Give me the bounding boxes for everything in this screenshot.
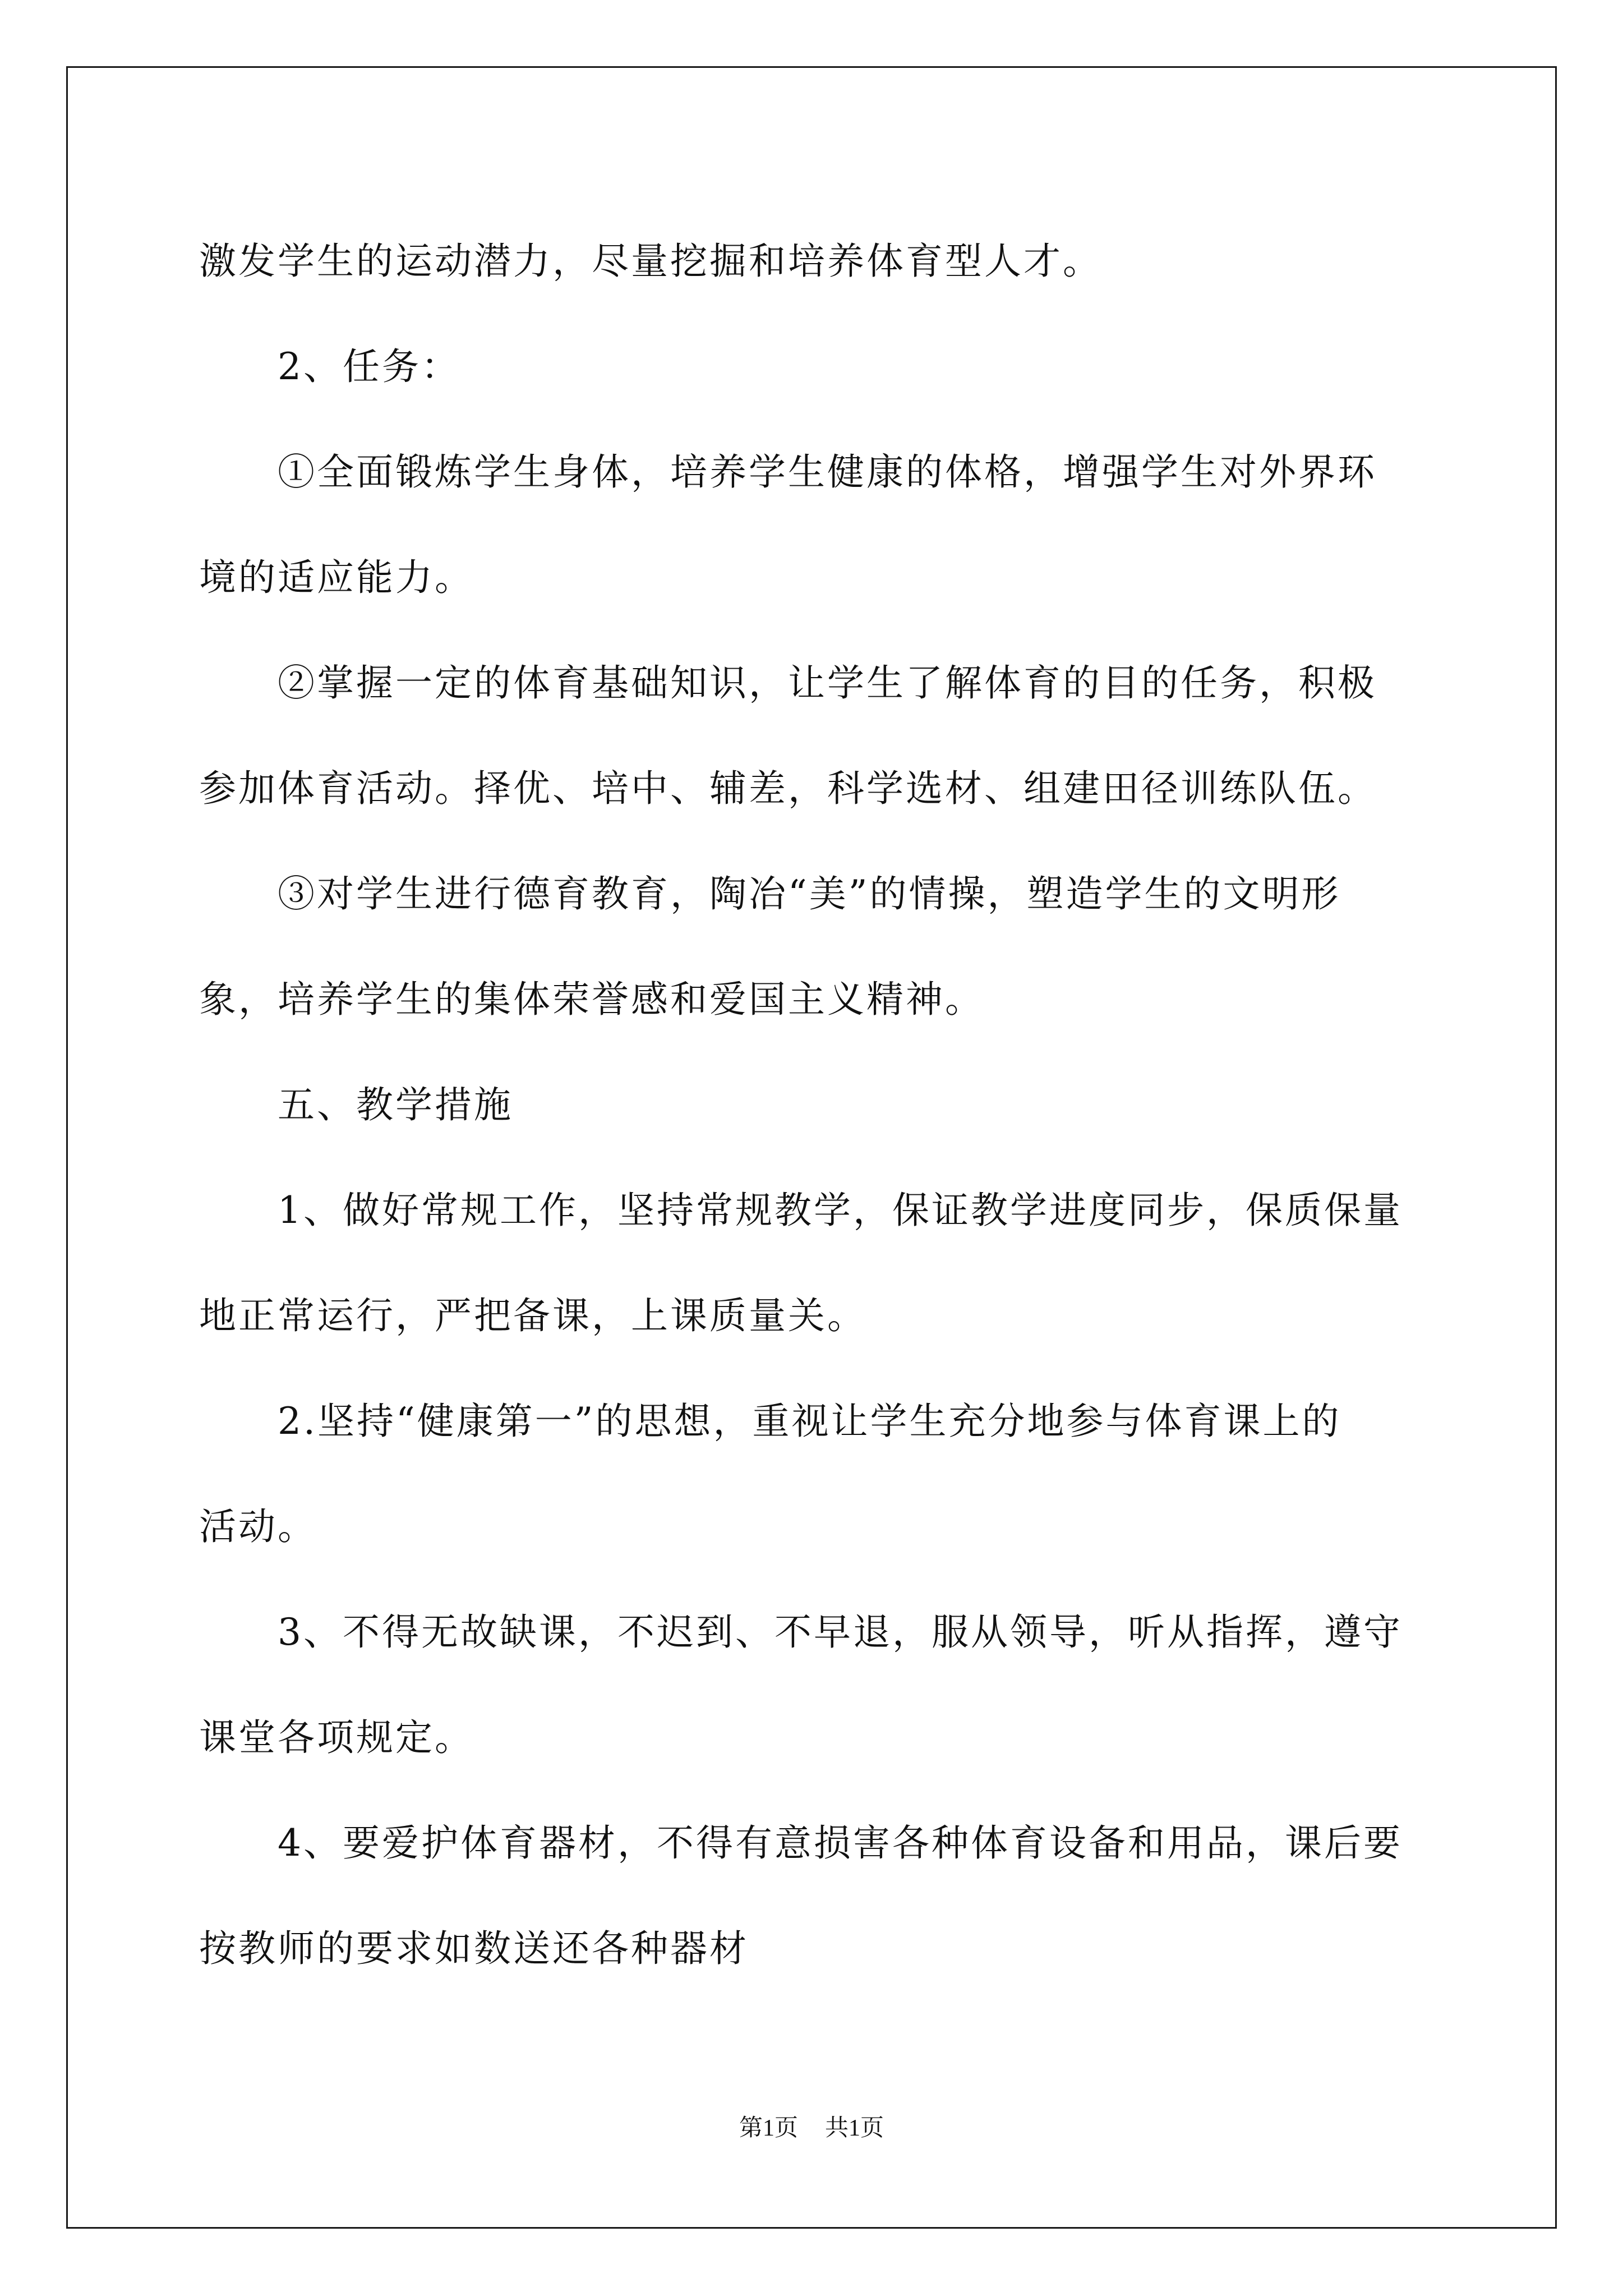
paragraph-line: 按教师的要求如数送还各种器材 <box>199 1927 749 1970</box>
page-footer <box>0 2109 1623 2143</box>
paragraph-line: 活动。 <box>199 1505 317 1548</box>
paragraph-line: 4、要爱护体育器材，不得有意损害各种体育设备和用品，课后要 <box>278 1821 1403 1865</box>
paragraph-line: 1、做好常规工作，坚持常规教学，保证教学进度同步，保质保量 <box>278 1189 1403 1232</box>
paragraph-line: 地正常运行，严把备课，上课质量关。 <box>199 1294 866 1337</box>
page-number-total: 共1页 <box>825 2115 884 2141</box>
paragraph-line: ②掌握一定的体育基础知识，让学生了解体育的目的任务，积极 <box>278 661 1377 705</box>
paragraph-line: 象，培养学生的集体荣誉感和爱国主义精神。 <box>199 978 984 1021</box>
paragraph-line: 境的适应能力。 <box>199 556 474 599</box>
section-heading-tasks: 2、任务： <box>278 345 460 388</box>
paragraph-line: ③对学生进行德育教育，陶冶“美”的情操，塑造学生的文明形 <box>278 872 1341 915</box>
paragraph-line: 参加体育活动。择优、培中、辅差，科学选材、组建田径训练队伍。 <box>199 767 1377 810</box>
page-number-current: 第1页 <box>739 2115 798 2141</box>
paragraph-line: 激发学生的运动潜力，尽量挖掘和培养体育型人才。 <box>199 240 1102 283</box>
document-body <box>199 209 1433 2001</box>
paragraph-line: 2.坚持“健康第一”的思想，重视让学生充分地参与体育课上的 <box>278 1400 1341 1443</box>
section-heading-measures: 五、教学措施 <box>278 1083 513 1126</box>
paragraph-line: 课堂各项规定。 <box>199 1716 474 1759</box>
paragraph-line: 3、不得无故缺课，不迟到、不早退，服从领导，听从指挥，遵守 <box>278 1611 1403 1654</box>
paragraph-line: ①全面锻炼学生身体，培养学生健康的体格，增强学生对外界环 <box>278 450 1377 494</box>
